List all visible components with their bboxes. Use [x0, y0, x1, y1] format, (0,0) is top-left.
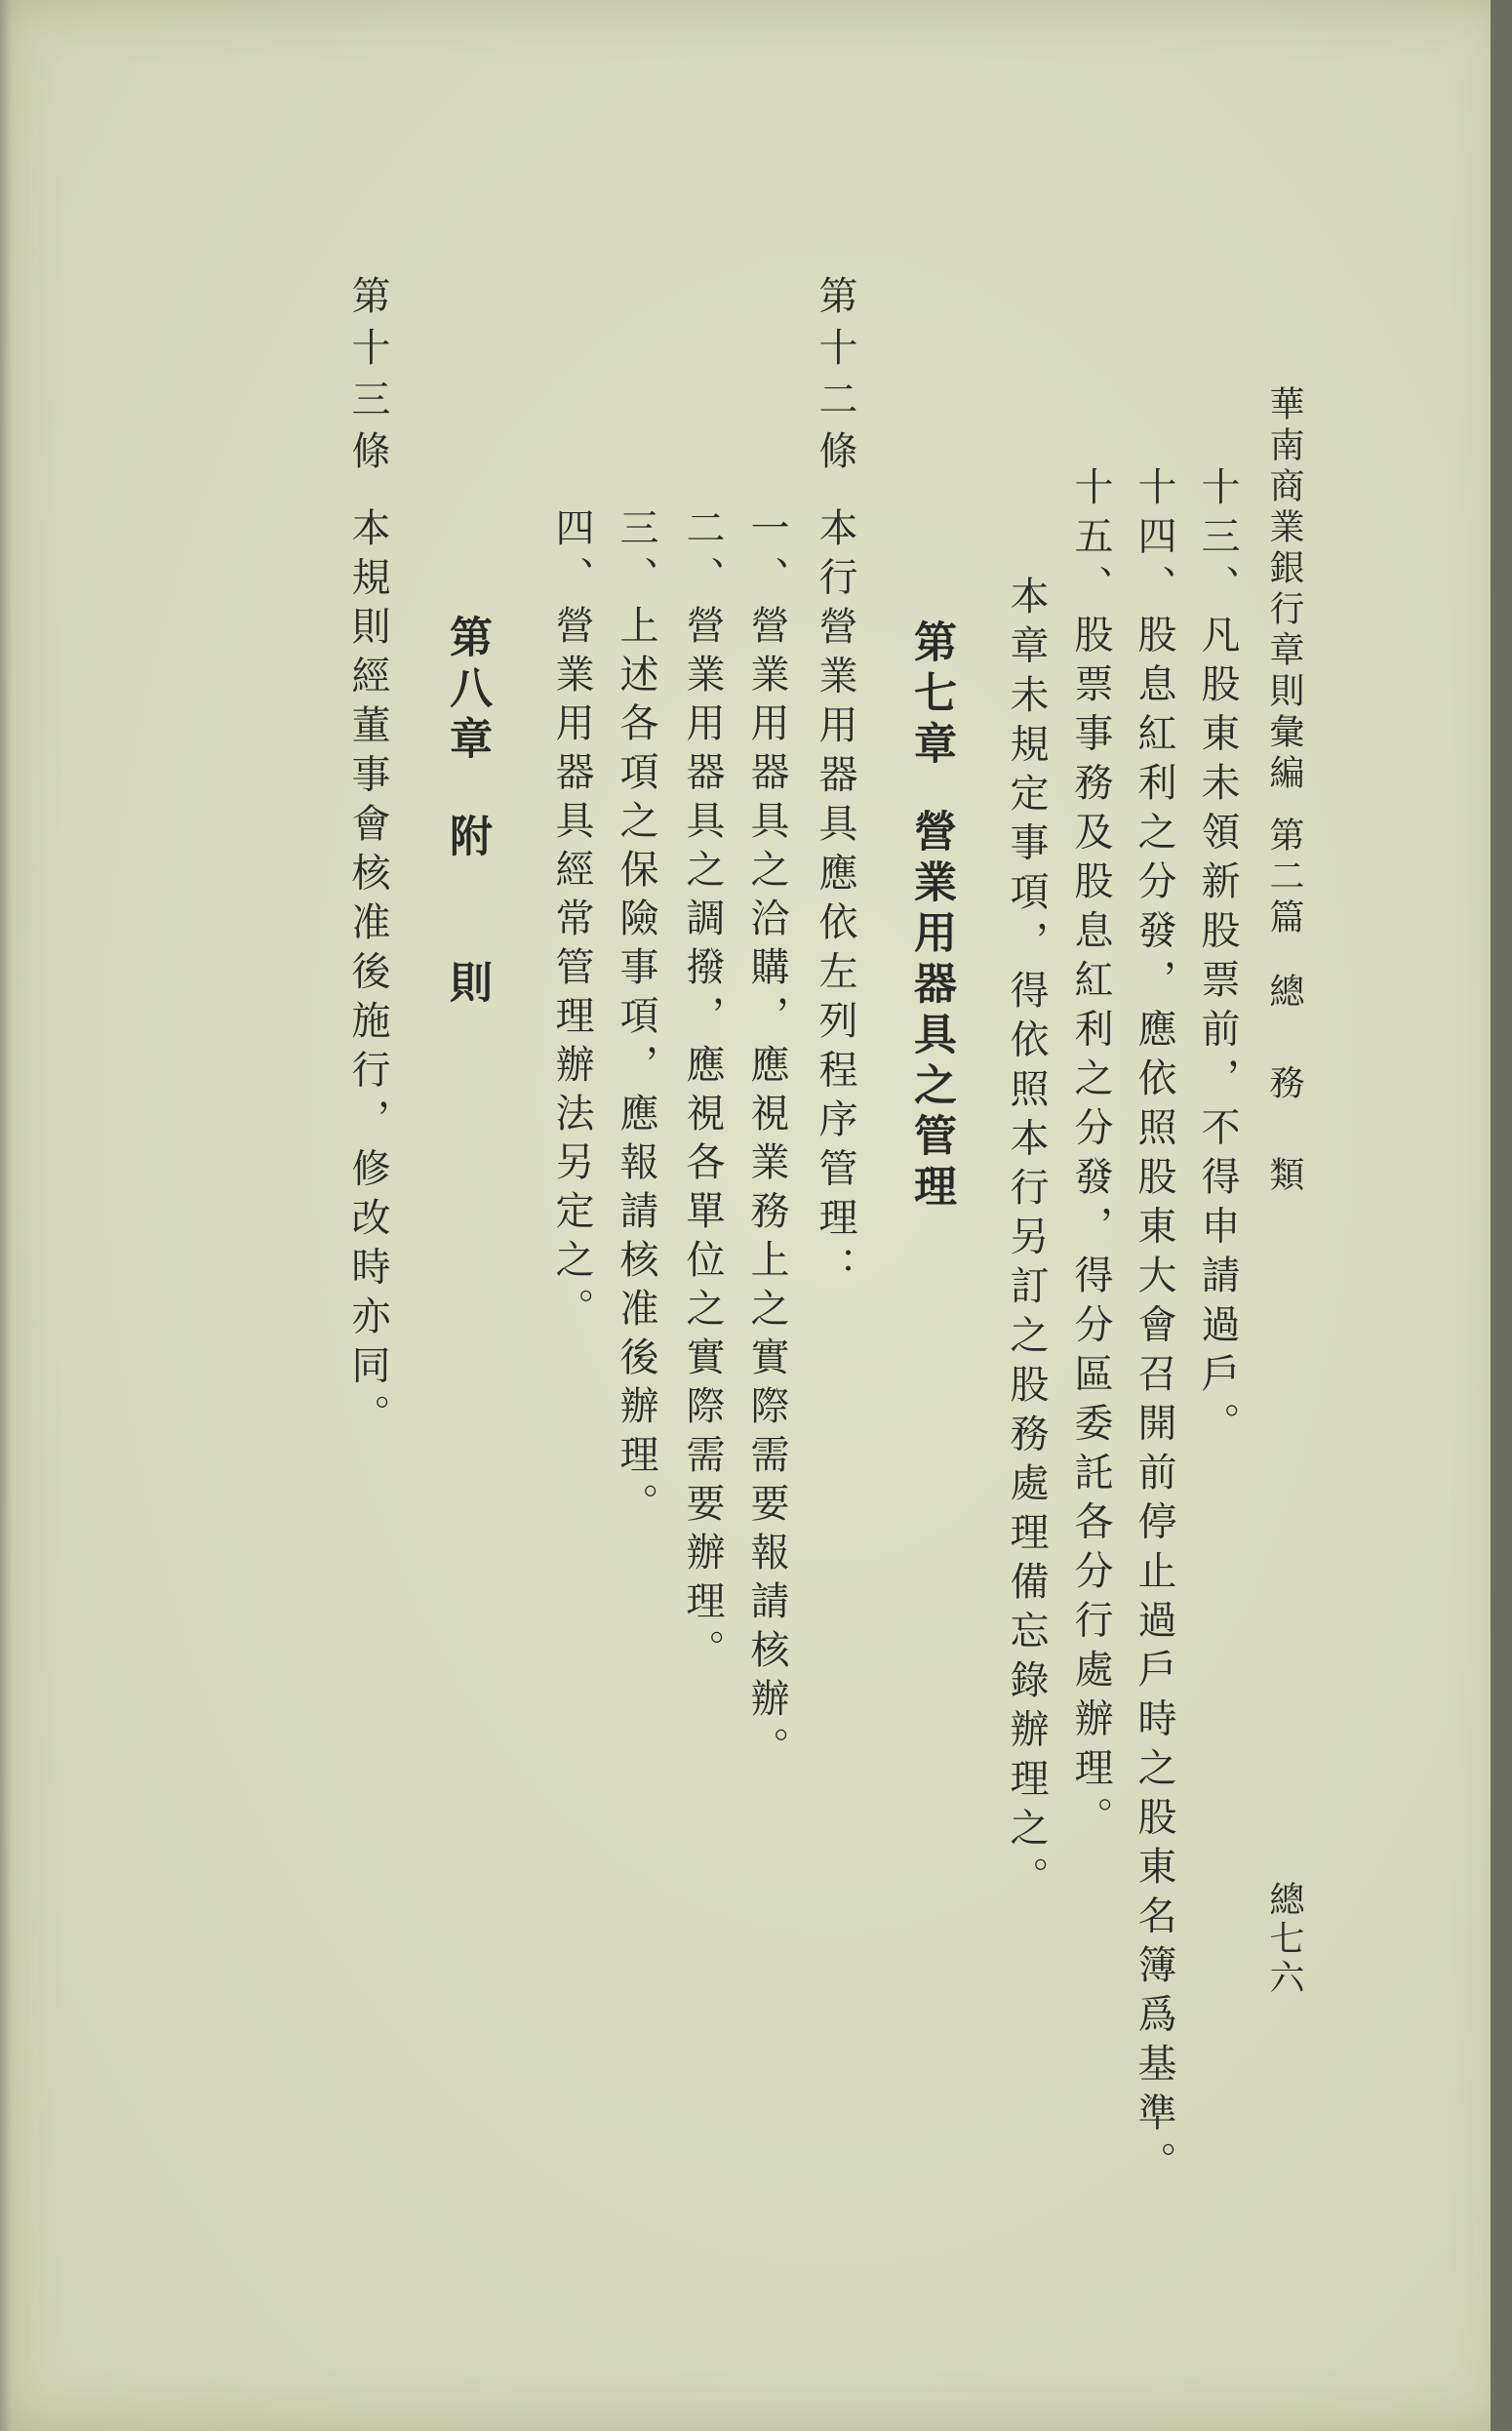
running-header: [1264, 385, 1304, 1197]
chapter-8-title: [442, 615, 492, 1011]
chapter-7-prefix: 第七章: [906, 619, 956, 772]
list-item-13: 十三、凡股東未領新股票前，不得申請過戶。: [1195, 466, 1240, 1452]
page-number: 總七六: [1264, 1881, 1304, 1998]
article-12-item-1: 一、營業用器具之洽購，應視業務上之實際需要報請核辦。: [744, 507, 789, 1775]
category-char-3: 類: [1264, 1156, 1304, 1197]
chapter-8-name-1: 附: [442, 814, 492, 864]
chapter-note: 本章未規定事項，得依照本行另訂之股務處理備忘錄辦理之。: [1004, 576, 1049, 1906]
chapter-7-name: 營業用器具之管理: [906, 809, 956, 1215]
article-12-text: 本行營業用器具應依左列程序管理：: [813, 507, 857, 1295]
article-12-number: 第十二條: [813, 275, 857, 482]
category-char-1: 總: [1264, 973, 1304, 1014]
article-13-text: 本規則經董事會核准後施行，修改時亦同。: [345, 507, 390, 1444]
article-12-item-3: 三、上述各項之保險事項，應報請核准後辦理。: [614, 507, 658, 1532]
chapter-7-title: [906, 619, 956, 1215]
list-item-15: 十五、股票事務及股息紅利之分發，得分區委託各分行處辦理。: [1068, 466, 1113, 1846]
article-12-item-2: 二、營業用器具之調撥，應視各單位之實際需要辦理。: [680, 507, 725, 1678]
part-label: 第二篇: [1264, 817, 1304, 939]
chapter-8-name-2: 則: [442, 960, 492, 1011]
category-char-2: 務: [1264, 1064, 1304, 1105]
book-title: 華南商業銀行章則彙編: [1264, 385, 1304, 795]
article-13-number: 第十三條: [345, 275, 390, 482]
list-item-14: 十四、股息紅利之分發，應依照股東大會召開前停止過戶時之股東名簿爲基準。: [1132, 466, 1176, 2191]
article-12-item-4: 四、營業用器具經常管理辦法另定之。: [549, 507, 594, 1336]
chapter-8-prefix: 第八章: [442, 615, 492, 767]
